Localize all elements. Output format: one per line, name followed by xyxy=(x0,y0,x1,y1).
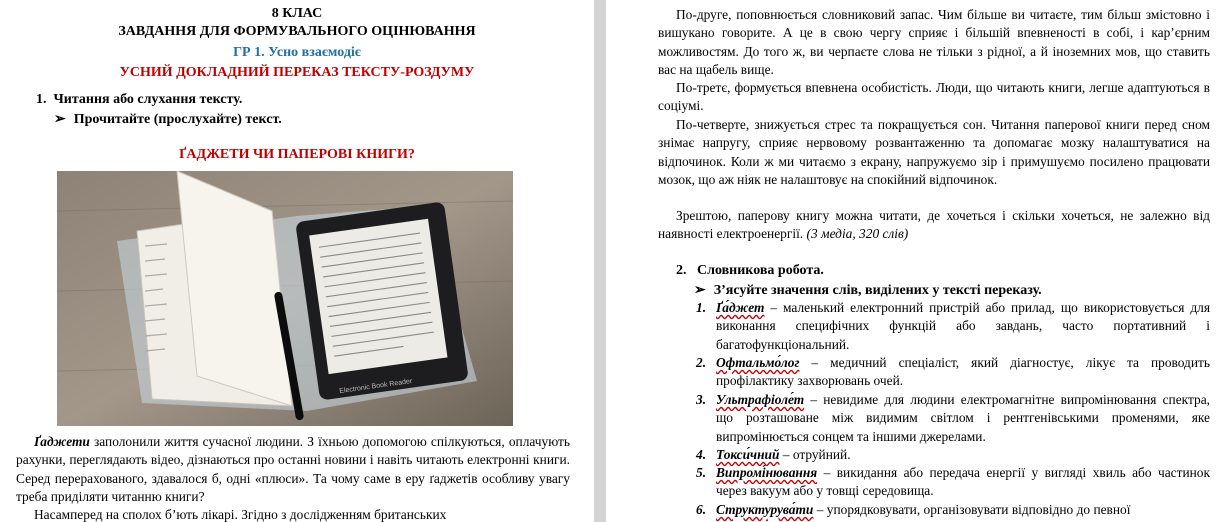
paragraph-text: По-друге, поповнюється словниковий запас. Чим більше ви читаєте, тим більш змістовно і вишукано говорите. А це в свою чергу сприяє і більшій впевненості в собі, і кар’єрним можливостям. До того ж, ви черпаєте слова не тільки з рідної, а й іноземних мов, що ставить вас на щабель вище. xyxy=(658,7,1210,77)
source-note: (3 медіа, 320 слів) xyxy=(806,226,909,242)
vocab-term: Офтальмо́лог xyxy=(716,355,800,370)
subtitle-heading: УСНИЙ ДОКЛАДНИЙ ПЕРЕКАЗ ТЕКСТУ-РОЗДУМУ xyxy=(119,65,475,80)
page-divider xyxy=(594,0,606,522)
vocab-number: 3. xyxy=(696,392,707,407)
grade-heading: 8 КЛАС xyxy=(271,6,323,21)
bullet-text: З’ясуйте значення слів, виділених у тексті переказу. xyxy=(713,283,1042,298)
list-text: Словникова робота. xyxy=(697,263,824,278)
article-title: ҐАДЖЕТИ ЧИ ПАПЕРОВІ КНИГИ? xyxy=(179,147,415,162)
vocab-definition: – невидиме для людини електромагнітне випромінювання спектра, що розташоване між видимим світлом і рентгенівськими променями, яке випромінюється сонцем та іншими джерелами. xyxy=(716,392,1210,444)
section-2-heading xyxy=(676,263,824,279)
vocab-number: 4. xyxy=(696,447,707,462)
paragraph-secondly xyxy=(658,6,1210,79)
paragraph-1 xyxy=(16,433,570,507)
document-page-right xyxy=(606,0,1226,522)
paragraph-text: Насамперед на сполох б’ють лікарі. Згідно з дослідженням британських xyxy=(34,507,447,522)
vocab-definition: – упорядковувати, організовувати відповідно до певної xyxy=(813,502,1131,517)
vocab-term: Ультрафіоле́т xyxy=(716,392,805,407)
arrow-bullet-icon: ➢ xyxy=(694,283,706,298)
paragraph-text: По-четверте, знижується стрес та покращується сон. Читання паперової книги перед сном знімає напругу, сприяє нервовому розвантаженню та допомагає мозку налаштуватися на відпочинок. Коли ж ми читаємо з екрану, напружуємо зір і примушуємо посилено працювати мозок, що аж ніяк не налаштовує на спокійний відпочинок. xyxy=(658,117,1210,187)
paragraph-text: По-третє, формується впевнена особистість. Люди, що читають книги, легше адаптуються в соціумі. xyxy=(658,80,1210,114)
vocab-term: Токси́чний xyxy=(716,447,780,462)
vocab-item xyxy=(676,354,1210,391)
list-number: 2. xyxy=(676,263,687,278)
list-number: 1. xyxy=(36,92,47,107)
section-2-bullet xyxy=(694,282,1042,299)
arrow-bullet-icon: ➢ xyxy=(54,112,66,127)
vocab-term: Структурува́ти xyxy=(716,502,814,517)
bullet-text: Прочитайте (прослухайте) текст. xyxy=(73,112,282,127)
list-item-1 xyxy=(36,92,242,108)
document-page-left xyxy=(0,0,594,522)
paragraph-text: Зрештою, паперову книгу можна читати, де хочеться і скільки хочеться, не залежно від наявності електроенергії. xyxy=(658,208,1210,242)
group-heading: ГР 1. Усно взаємодіє xyxy=(233,45,361,60)
vocab-definition: – викидання або передача енергії у вигляді хвиль або частинок через вакуум або у товщі середовища. xyxy=(716,465,1210,499)
paragraph-lead-term: Ґаджети xyxy=(34,434,90,449)
book-and-ereader-photo xyxy=(57,171,513,426)
vocab-item xyxy=(676,464,1210,501)
list-text: Читання або слухання тексту. xyxy=(53,92,243,107)
vocab-number: 1. xyxy=(696,300,707,315)
paragraph-text: заполонили життя сучасної людини. З їхньою допомогою спілкуються, оплачують рахунки, переглядають відео, дізнаються про останні новини і навіть читають електронні книги. Серед перерахованого, здавалося б, одні «плюси». Та чому саме в еру ґаджетів особливу увагу треба приділяти читанню книги? xyxy=(16,434,570,505)
vocab-term: Випромі́нювання xyxy=(716,465,818,480)
task-heading: ЗАВДАННЯ ДЛЯ ФОРМУВАЛЬНОГО ОЦІНЮВАННЯ xyxy=(118,24,476,39)
paragraph-thirdly xyxy=(658,79,1210,116)
vocab-number: 5. xyxy=(696,465,707,480)
vocab-number: 6. xyxy=(696,502,707,517)
vocab-definition: – отруйний. xyxy=(779,447,851,462)
ereader-caption: Electronic Book Reader xyxy=(338,377,413,396)
vocab-term: Ґа́джет xyxy=(716,300,765,315)
vocab-item xyxy=(676,446,1210,464)
vocab-definition: – медичний спеціаліст, який діагностує, лікує та проводить профілактику захворювань очей. xyxy=(716,355,1210,389)
paragraph-finally xyxy=(658,207,1210,244)
vocab-item xyxy=(676,391,1210,446)
paragraph-fourthly xyxy=(658,116,1210,189)
vocab-item xyxy=(676,299,1210,354)
vocab-definition: – маленький електронний пристрій або прилад, що використовується для виконання специфічних функцій або завдань, часто портативний і багатофункціональний. xyxy=(716,300,1210,352)
list-bullet xyxy=(54,111,282,128)
vocab-item xyxy=(676,501,1210,519)
vocab-number: 2. xyxy=(696,355,707,370)
paragraph-2 xyxy=(16,506,570,522)
